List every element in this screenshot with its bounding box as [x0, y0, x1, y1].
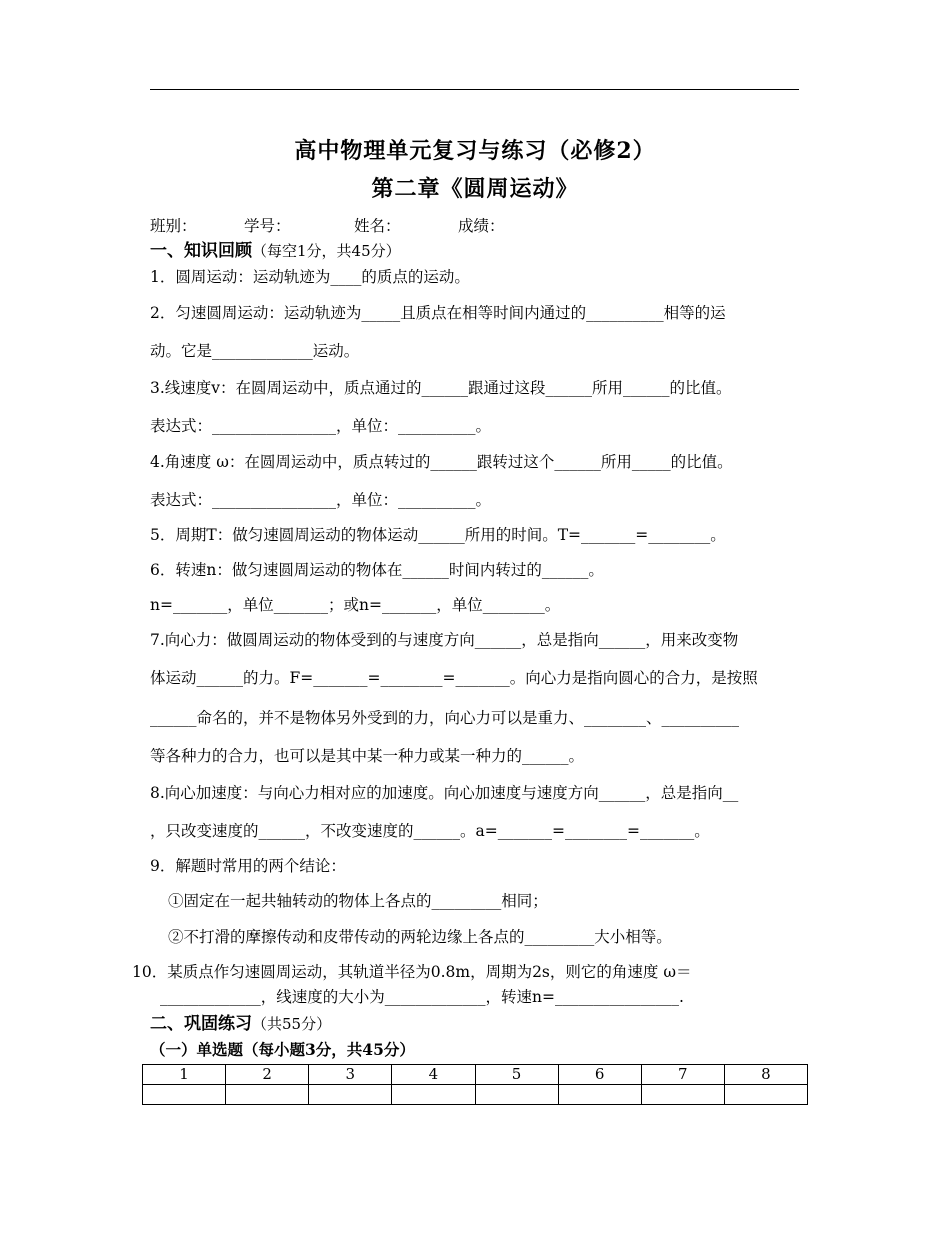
header-rule: [150, 89, 799, 90]
item-9: 9．解题时常用的两个结论：: [150, 857, 346, 875]
question-number-cell: 7: [641, 1065, 724, 1085]
section-1-heading: [150, 240, 401, 262]
question-number-cell: 6: [558, 1065, 641, 1085]
student-info-row: [150, 216, 505, 236]
answer-cell[interactable]: [475, 1085, 558, 1105]
student-no-label: 学号：: [244, 217, 291, 235]
section-2-note: （共55分）: [252, 1015, 332, 1033]
question-number-cell: 4: [392, 1065, 475, 1085]
item-10-line-2: _____________，线速度的大小为_____________，转速n=________________.: [160, 988, 684, 1006]
item-3-line-2: 表达式：________________，单位：__________。: [150, 417, 492, 435]
answer-cell[interactable]: [724, 1085, 807, 1105]
item-3-line-1: 3.线速度v：在圆周运动中，质点通过的______跟通过这段______所用______的比值。: [150, 379, 732, 397]
section-2-heading: [150, 1013, 331, 1035]
question-number-cell: 8: [724, 1065, 807, 1085]
item-10-line-1: 10．某质点作匀速圆周运动，其轨道半径为0.8m，周期为2s，则它的角速度 ω＝: [132, 963, 692, 981]
section-1-note: （每空1分，共45分）: [252, 242, 401, 260]
answer-cell[interactable]: [558, 1085, 641, 1105]
question-number-cell: 1: [143, 1065, 226, 1085]
item-6-line-1: 6．转速n：做匀速圆周运动的物体在______时间内转过的______。: [150, 561, 604, 579]
item-9-conclusion-1: ①固定在一起共轴转动的物体上各点的_________相同；: [168, 892, 548, 910]
answer-cell[interactable]: [392, 1085, 475, 1105]
answer-cell[interactable]: [143, 1085, 226, 1105]
item-1: 1．圆周运动：运动轨迹为____的质点的运动。: [150, 268, 470, 286]
question-number-cell: 3: [309, 1065, 392, 1085]
answer-table-header-row: [143, 1065, 808, 1085]
item-6-line-2: n=_______，单位_______；或n=_______，单位________。: [150, 596, 561, 614]
answer-cell[interactable]: [309, 1085, 392, 1105]
page-title: 高中物理单元复习与练习（必修2）: [294, 138, 656, 164]
name-label: 姓名：: [354, 217, 401, 235]
item-7-line-3: ______命名的，并不是物体另外受到的力，向心力可以是重力、________、__________: [150, 709, 740, 727]
answer-cell[interactable]: [226, 1085, 309, 1105]
chapter-title: 第二章《圆周运动》: [371, 177, 579, 202]
answer-table-answer-row: [143, 1085, 808, 1105]
item-4-line-2: 表达式：________________，单位：__________。: [150, 491, 492, 509]
item-7-line-1: 7.向心力：做圆周运动的物体受到的与速度方向______，总是指向______，用来改变物: [150, 631, 739, 649]
item-7-line-2: 体运动______的力。F=_______=________=_______。向心力是指向圆心的合力，是按照: [150, 669, 758, 687]
section-2-title: 二、巩固练习: [150, 1014, 252, 1034]
item-9-conclusion-2: ②不打滑的摩擦传动和皮带传动的两轮边缘上各点的_________大小相等。: [168, 928, 672, 946]
item-2-line-1: 2．匀速圆周运动：运动轨迹为_____且质点在相等时间内通过的__________相等的运: [150, 304, 726, 322]
class-label: 班别：: [150, 217, 197, 235]
question-number-cell: 2: [226, 1065, 309, 1085]
question-number-cell: 5: [475, 1065, 558, 1085]
answer-table: [142, 1064, 808, 1105]
item-5: 5．周期T：做匀速圆周运动的物体运动______所用的时间。T=_______=________。: [150, 526, 726, 544]
answer-cell[interactable]: [641, 1085, 724, 1105]
subsection-heading: （一）单选题（每小题3分，共45分）: [150, 1040, 415, 1059]
section-1-title: 一、知识回顾: [150, 241, 252, 261]
item-4-line-1: 4.角速度 ω：在圆周运动中，质点转过的______跟转过这个______所用_____的比值。: [150, 453, 733, 471]
item-8-line-2: ，只改变速度的______，不改变速度的______。a=_______=________=_______。: [150, 822, 710, 840]
score-label: 成绩：: [458, 217, 505, 235]
item-7-line-4: 等各种力的合力，也可以是其中某一种力或某一种力的______。: [150, 747, 585, 765]
item-2-line-2: 动。它是_____________运动。: [150, 342, 360, 360]
item-8-line-1: 8.向心加速度：与向心力相对应的加速度。向心加速度与速度方向______，总是指向__: [150, 784, 739, 802]
